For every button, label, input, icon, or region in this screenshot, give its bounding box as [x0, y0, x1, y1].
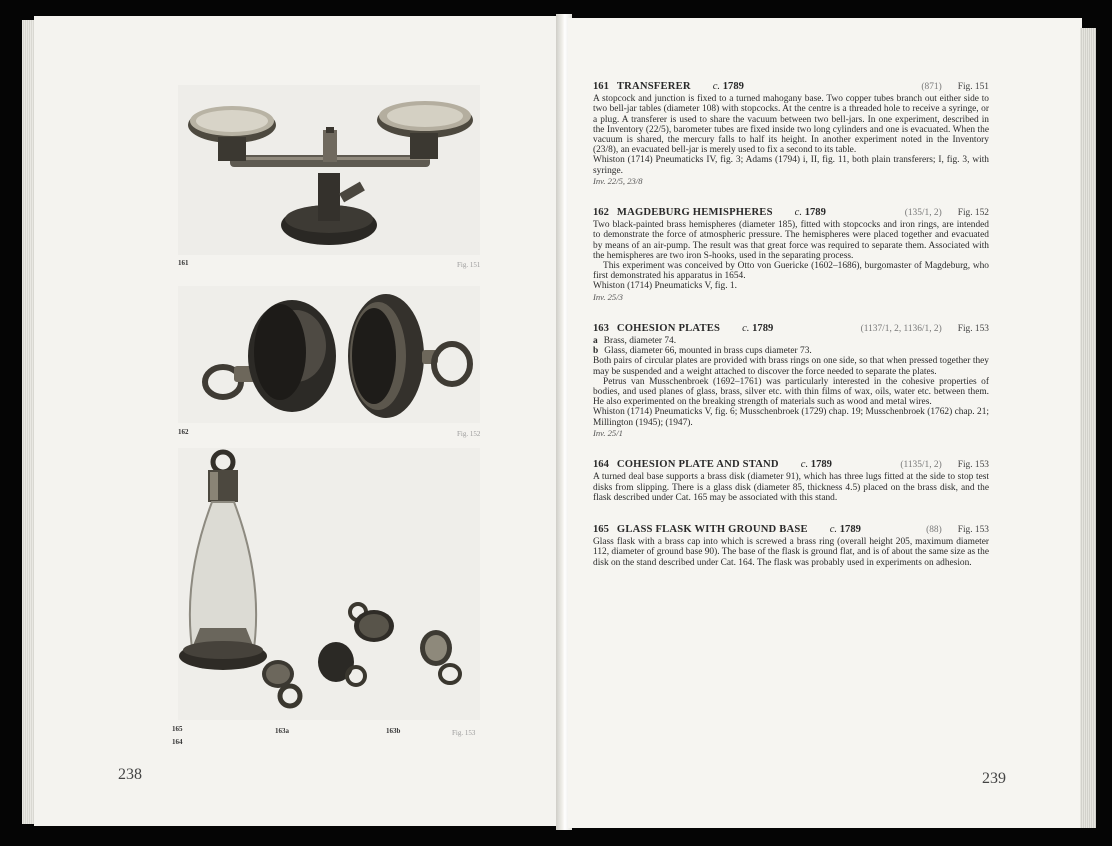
entry-inv-ref: Inv. 22/5, 23/8: [593, 175, 643, 186]
entry-date-prefix: c.: [742, 322, 750, 334]
entry-date-prefix: c.: [794, 207, 803, 219]
caption-fig-151: Fig. 151: [457, 261, 481, 269]
caption-161: 161: [178, 259, 189, 267]
item-label: b: [593, 346, 599, 357]
item-text: Glass, diameter 66, mounted in brass cups diameter 73.: [604, 346, 812, 357]
entry-date: 1789: [839, 523, 861, 535]
entry-164: [593, 460, 989, 503]
flask-and-cohesion-plates-photo: [178, 448, 480, 720]
entry-figure: Fig. 152: [957, 208, 989, 219]
entry-number: 162: [593, 207, 609, 219]
entry-title: TRANSFERER: [616, 81, 691, 92]
entry-162: [593, 208, 989, 302]
entry-heading: [593, 460, 989, 470]
caption-163a: 163a: [275, 727, 289, 735]
entry-paragraph: Both pairs of circular plates are provided with brass rings on one side, so that when pressed together they may be suspended and a weight attached to discover the force needed to separate the plates.: [593, 356, 989, 377]
entry-date-prefix: c.: [712, 81, 721, 92]
entry-inventory: (1135/1, 2): [900, 460, 942, 471]
entry-references: Whiston (1714) Pneumaticks V, fig. 1.: [593, 281, 737, 292]
entry-number: 165: [593, 523, 609, 535]
right-page-edge: [1080, 28, 1096, 828]
right-page-number: 239: [982, 770, 1006, 787]
entry-item-a: [593, 336, 989, 346]
caption-164: 164: [172, 738, 183, 746]
entry-paragraph: Glass flask with a brass cap into which is screwed a brass ring (overall height 205, maximum diameter 112, diameter of ground base 90). The base of the flask is ground flat, and is of about the same size as the disk on the stand described under Cat. 164. The flask was probably used in experiments on adhesion.: [593, 537, 989, 568]
catalogue-text: [593, 82, 989, 590]
entry-inv-ref: Inv. 25/3: [593, 291, 623, 302]
magdeburg-hemispheres-photo: [178, 286, 480, 423]
entry-161: [593, 82, 989, 186]
entry-paragraph: A stopcock and junction is fixed to a turned mahogany base. Two copper tubes branch out either side to two bell-jar tables (diameter 108) with stopcocks. At the centre is a threaded hole to receive a syringe, or a plug. A transferer is used to share the vacuum between two bell-jars. In one experiment, described in the Inventory (22/5), barometer tubes are fixed inside two long cylinders and one is evacuated. When the vacuum is shared, the mercury falls to half its height. In another experiment noted in the Inventory (23/8), an evacuated bell-jar is merely used to fix a second to its table.: [593, 94, 989, 156]
entry-date: 1789: [752, 322, 774, 334]
transferer-photo: [178, 85, 480, 255]
caption-fig-153: Fig. 153: [452, 729, 476, 737]
entry-163: [593, 324, 989, 438]
entry-figure: Fig. 153: [957, 323, 989, 334]
entry-date: 1789: [722, 81, 744, 92]
entry-date-prefix: c.: [800, 459, 809, 471]
entry-date-prefix: c.: [829, 523, 838, 535]
entry-165: [593, 525, 989, 568]
entry-title: COHESION PLATES: [616, 322, 721, 334]
entry-paragraph: A turned deal base supports a brass disk (diameter 91), which has three lugs fitted at the side to stop test disks from slipping. There is a glass disk (diameter 85, thickness 4.5) placed on the brass disk, and the flask described under Cat. 165 may be associated with this stand.: [593, 472, 989, 503]
entry-references: Whiston (1714) Pneumaticks IV, fig. 3; Adams (1794) i, II, fig. 11, both plain transferers; I, fig. 3, with syringe.: [593, 155, 989, 176]
item-text: Brass, diameter 74.: [603, 336, 677, 347]
entry-number: 163: [593, 322, 609, 334]
entry-paragraph: This experiment was conceived by Otto von Guericke (1602–1686), burgomaster of Magdeburg, who first demonstrated his apparatus in 1654.: [593, 261, 989, 282]
item-label: a: [593, 336, 598, 347]
entry-item-b: [593, 346, 989, 356]
entry-references: Whiston (1714) Pneumaticks V, fig. 6; Musschenbroek (1729) chap. 19; Musschenbroek (1762) chap. 21; Millington (1945); (1947).: [593, 407, 989, 428]
caption-165: 165: [172, 725, 183, 733]
entry-figure: Fig. 151: [957, 82, 989, 92]
caption-162: 162: [178, 428, 189, 436]
entry-title: MAGDEBURG HEMISPHERES: [616, 207, 773, 219]
entry-paragraph: Two black-painted brass hemispheres (diameter 185), fitted with stopcocks and iron rings, are intended to demonstrate the force of atmospheric pressure. The hemispheres were placed together and evacuated by means of an air-pump. The result was that great force was required to separate them. Associated with the hemispheres are two iron S-hooks, used in the separating process.: [593, 220, 989, 261]
entry-number: 164: [593, 459, 609, 471]
left-page-number: 238: [118, 766, 142, 783]
entry-heading: [593, 525, 989, 535]
entry-inventory: (1137/1, 2, 1136/1, 2): [860, 323, 942, 334]
entry-number: 161: [593, 81, 609, 92]
caption-fig-152: Fig. 152: [457, 430, 481, 438]
entry-inventory: (871): [921, 82, 942, 92]
entry-date: 1789: [804, 207, 826, 219]
entry-paragraph: Petrus van Musschenbroek (1692–1761) was particularly interested in the cohesive properties of bodies, and used planes of glass, brass, silver etc. with thin films of wax, oils, water etc. between them. He also experimented on the breaking strength of materials such as wood and metal wires.: [593, 376, 989, 408]
entry-figure: Fig. 153: [957, 524, 989, 535]
entry-title: COHESION PLATE AND STAND: [616, 459, 779, 471]
entry-inv-ref: Inv. 25/1: [593, 427, 623, 438]
entry-inventory: (135/1, 2): [904, 208, 942, 219]
entry-heading: [593, 324, 989, 334]
entry-title: GLASS FLASK WITH GROUND BASE: [616, 523, 808, 535]
entry-inventory: (88): [926, 524, 942, 535]
caption-163b: 163b: [386, 727, 401, 735]
entry-figure: Fig. 153: [957, 460, 989, 471]
entry-heading: [593, 82, 989, 92]
entry-date: 1789: [810, 459, 832, 471]
entry-heading: [593, 208, 989, 218]
